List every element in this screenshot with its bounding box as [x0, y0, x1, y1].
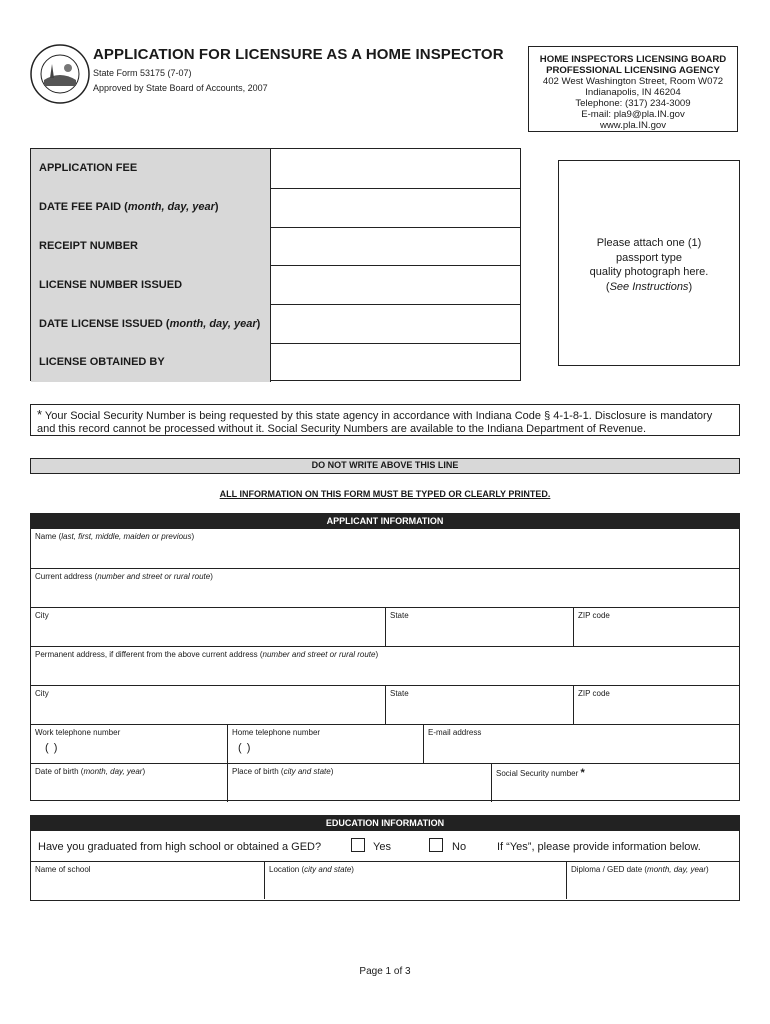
education-heading: EDUCATION INFORMATION: [31, 816, 739, 831]
current-address-field[interactable]: Current address (number and street or rural route): [35, 572, 213, 581]
form-number: State Form 53175 (7-07): [93, 68, 192, 78]
if-yes-note: If “Yes”, please provide information below.: [497, 841, 701, 853]
zip-field[interactable]: ZIP code: [573, 608, 739, 646]
no-checkbox[interactable]: [429, 838, 443, 852]
work-phone-field[interactable]: Work telephone number ( ): [35, 728, 121, 754]
email-field[interactable]: E-mail address: [423, 725, 739, 763]
school-row: [31, 861, 739, 899]
page-number: Page 1 of 3: [359, 966, 411, 977]
office-row-receipt: [31, 227, 520, 267]
name-row: [31, 529, 739, 568]
board-city: Indianapolis, IN 46204: [585, 87, 681, 98]
permanent-zip-field[interactable]: ZIP code: [573, 686, 739, 724]
do-not-write-bar: DO NOT WRITE ABOVE THIS LINE: [30, 458, 740, 474]
permanent-address-field[interactable]: Permanent address, if different from the above current address (number and street or rural route): [35, 650, 379, 659]
applicant-section: [30, 513, 740, 801]
board-name: HOME INSPECTORS LICENSING BOARD: [539, 54, 727, 65]
ssn-notice-text: Your Social Security Number is being requested by this state agency in accordance with Indiana Code § 4-1-8-1. Disclosure is mandatory and this record cannot be processed without it. Social Security Numbers are available to the Indiana Department of Revenue.: [37, 410, 713, 435]
office-row-date-issued: [31, 304, 520, 344]
form-title: APPLICATION FOR LICENSURE AS A HOME INSPECTOR: [93, 46, 504, 63]
office-row-license-number: [31, 265, 520, 305]
board-email: E-mail: pla9@pla.IN.gov: [581, 109, 685, 120]
label-license-obtained-by: LICENSE OBTAINED BY: [31, 343, 271, 382]
label-date-license-issued: DATE LICENSE ISSUED ( month, day, year ): [31, 304, 271, 343]
office-use-table: [30, 148, 521, 381]
no-label: No: [452, 841, 467, 853]
ssn-field[interactable]: Social Security number *: [491, 764, 739, 802]
phone-row: [31, 724, 739, 763]
photo-box[interactable]: [558, 160, 740, 366]
home-phone-field[interactable]: Home telephone number ( ): [227, 725, 423, 763]
label-receipt-number: RECEIPT NUMBER: [31, 227, 271, 266]
school-location-field[interactable]: Location (city and state): [264, 862, 566, 899]
pob-field[interactable]: Place of birth (city and state): [227, 764, 491, 802]
state-seal-logo: [30, 44, 90, 104]
office-row-obtained-by: [31, 343, 520, 382]
diploma-date-field[interactable]: Diploma / GED date (month, day, year): [566, 862, 739, 899]
ged-question: Have you graduated from high school or obtained a GED?: [38, 841, 322, 853]
applicant-heading: APPLICANT INFORMATION: [31, 514, 739, 529]
city-field[interactable]: City: [35, 611, 49, 620]
permanent-address-row: [31, 646, 739, 685]
board-address-box: [528, 46, 738, 132]
label-application-fee: APPLICATION FEE: [31, 149, 271, 188]
ged-row: [31, 831, 739, 861]
board-street: 402 West Washington Street, Room W072: [542, 76, 724, 87]
city-row: [31, 607, 739, 646]
office-row-fee: [31, 149, 520, 189]
dob-field[interactable]: Date of birth (month, day, year): [35, 767, 146, 776]
yes-label: Yes: [373, 841, 391, 853]
education-section: [30, 815, 740, 901]
school-name-field[interactable]: Name of school: [35, 865, 91, 874]
current-address-row: [31, 568, 739, 607]
permanent-city-field[interactable]: City: [35, 689, 49, 698]
photo-text-1: Please attach one (1): [596, 237, 702, 249]
state-field[interactable]: State: [385, 608, 573, 646]
label-date-fee-paid: DATE FEE PAID ( month, day, year ): [31, 188, 271, 227]
yes-checkbox[interactable]: [351, 838, 365, 852]
permanent-state-field[interactable]: State: [385, 686, 573, 724]
photo-text-4: (See Instructions): [605, 280, 693, 293]
board-website: www.pla.IN.gov: [599, 120, 667, 131]
birth-row: [31, 763, 739, 802]
photo-text-2: passport type: [615, 251, 683, 264]
approval-note: Approved by State Board of Accounts, 2007: [93, 83, 268, 93]
agency-name: PROFESSIONAL LICENSING AGENCY: [546, 65, 720, 76]
ssn-notice: * Your Social Security Number is being requested by this state agency in accordance with Indiana Code § 4-1-8-1. Disclosure is mandatory and this record cannot be processed without it. Social Security Numbers are available to the Indiana Department of Revenue.: [30, 404, 740, 436]
permanent-city-row: [31, 685, 739, 724]
photo-text-3: quality photograph here.: [589, 266, 709, 278]
name-field[interactable]: Name (last, first, middle, maiden or previous): [35, 532, 195, 541]
typed-notice: ALL INFORMATION ON THIS FORM MUST BE TYPED OR CLEARLY PRINTED.: [219, 489, 551, 499]
board-phone: Telephone: (317) 234-3009: [575, 98, 691, 109]
label-license-number: LICENSE NUMBER ISSUED: [31, 265, 271, 304]
office-row-date-paid: [31, 188, 520, 228]
